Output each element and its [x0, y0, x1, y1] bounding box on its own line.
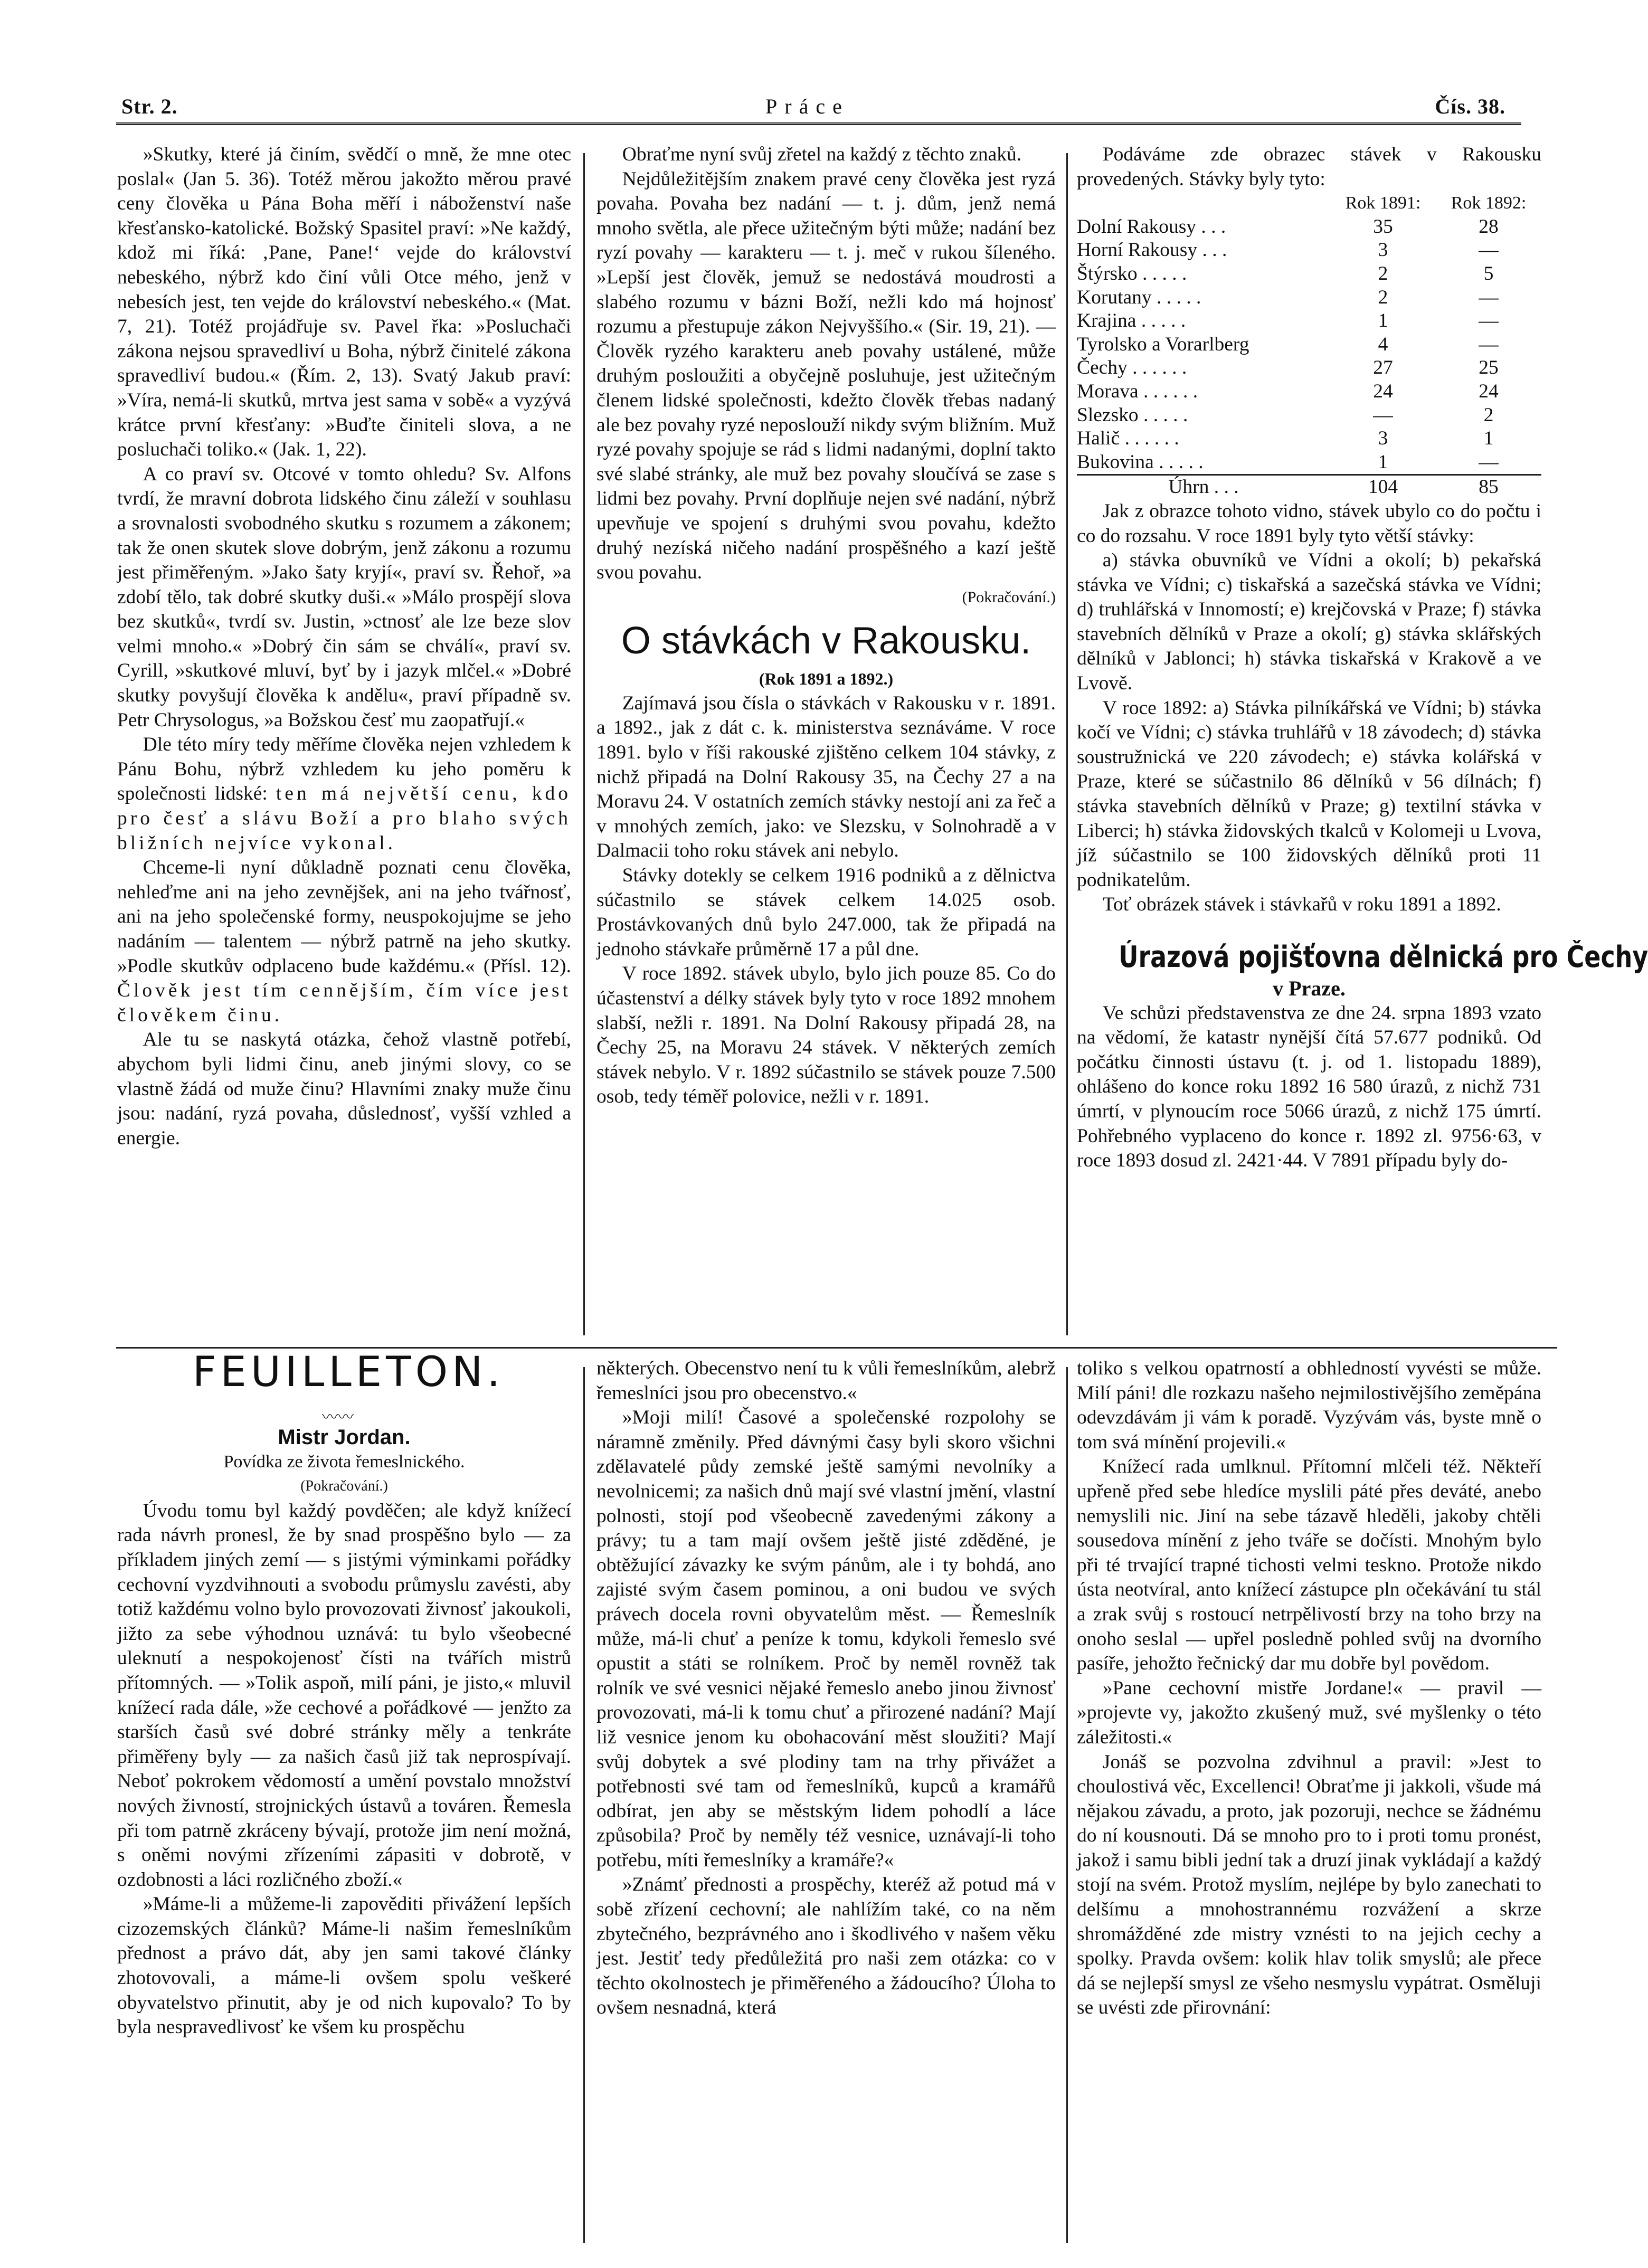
- table-cell: 2: [1378, 262, 1388, 284]
- table-row: [1077, 286, 1541, 310]
- table-cell: 24: [1373, 380, 1393, 402]
- table-cell: 5: [1483, 262, 1494, 284]
- paragraph: Ve schůzi představenstva ze dne 24. srpna 1893 vzato na vědomí, že katastr nynější čítá 57.677 podniků. Od počátku činnosti ústavu (t. j. od 1. listopadu 1889), ohlášeno do konce roku 1892 16 580 úrazů, z nichž 731 úmrtí, v plynoucím roce 5066 úrazů, z nichž 175 úmrtí. Pohřebného vyplaceno do konce r. 1892 zl. 9756·63, v roce 1893 dosud zl. 2421·44. V 7891 případu byly do-: [1077, 1002, 1541, 1172]
- feuilleton-heading: FEUILLETON.: [192, 1349, 505, 1396]
- article-subtitle: (Rok 1891 a 1892.): [759, 669, 894, 689]
- table-cell: Krajina . . . . .: [1077, 310, 1186, 332]
- table-cell: 3: [1378, 239, 1388, 261]
- text: Dle této míry tedy měříme člověka nejen vzhledem k Pánu Bohu, nýbrž vzhledem ku jeho poměru k společnosti lidské:: [117, 734, 571, 805]
- table-cell: 25: [1479, 357, 1499, 379]
- table-header-cell: [1077, 192, 1330, 215]
- table-cell: Horní Rakousy . . .: [1077, 239, 1227, 261]
- table-cell: 85: [1436, 475, 1541, 499]
- continued-note: (Pokračování.): [300, 1478, 388, 1495]
- table-cell: 1: [1378, 310, 1388, 332]
- table-row: [1077, 239, 1541, 262]
- table-cell: 1: [1378, 451, 1388, 473]
- table-cell: 4: [1378, 333, 1388, 355]
- paragraph: »Moji milí! Časové a společenské rozpolohy se náramně změnily. Před dávnými časy byli skoro všichni zdělavatelé půdy zemské ještě samými nevolníky a nevolnicemi; za našich dnů mají své vlastní jmění, vlastní polnosti, stojí pod všeobecně zavedenými zákony a právy; tu a tam mají ovšem ještě jisté zděděné, je obtěžující závazky ke svým pánům, ale i ty bohdá, ano zajisté svým časem pominou, a oni budou ve svých právech docela rovni obyvatelům měst. — Řemeslník může, má-li chuť a peníze k tomu, kdykoli řemeslo své opustit a státi se rolníkem. Proč by neměl rovněž tak rolník ve své vesnici nějaké řemeslo anebo jinou živnosť provozovati, má-li k tomu chuť a přirozené nadání? Mají liž vesnice jenom ku obohacování měst sloužiti? Mají svůj dobytek a své plodiny tam na trhy přivážet a potřebnosti své tam od řemeslníků, kupců a kramářů odbírat, jen aby se městským lidem pohodlí a láce způsobila? Proč by neměly též vesnice, uznávají-li toho potřebu, míti řemeslníky a kramáře?«: [596, 1407, 1056, 1871]
- paragraph: a) stávka obuvníků ve Vídni a okolí; b) pekařská stávka ve Vídni; c) tiskařská a sazečská stávka ve Vídni; d) truhlářská v Innomostí; e) krejčovská v Praze; f) stávka stavebních dělníků v Praze a okolí; g) stávka sklářských dělníků v Jablonci; h) stávka tiskařská v Krakově a ve Lvově.: [1077, 549, 1541, 695]
- table-cell: —: [1479, 286, 1499, 308]
- paragraph: »Skutky, které já činím, svědčí o mně, že mne otec poslal« (Jan 5. 36). Totéž měrou jakožto měrou pravé ceny člověka u Pána Boha měří i náboženství naše křesťansko-katolické. Božský Spasitel praví: »Ne každý, kdož mi říká: ‚Pane, Pane!‘ vejde do království nebeského, nýbrž kdo činí vůli Otce mého, jenž v nebesích jest, ten vejde do království nebeského.« (Mat. 7, 21). Totéž projádřuje sv. Pavel řka: »Posluchači zákona nejsou spravedliví u Boha, nýbrž činitelé zákona spravedliví budou.« (Řím. 2, 13). Svatý Jakub praví: »Víra, nemá-li skutků, mrtva jest sama v sobě« a vyzývá krátce první křesťany: »Buďte činiteli slova, a ne posluchači toliko.« (Jak. 1, 22).: [117, 144, 571, 461]
- article-subtitle: v Praze.: [1273, 976, 1346, 1000]
- story-subtitle: Povídka ze života řemeslnického.: [223, 1451, 465, 1472]
- table-cell: Dolní Rakousy . . .: [1077, 215, 1226, 238]
- strike-table: [1077, 192, 1541, 499]
- column-divider-lower-1: [583, 1367, 585, 2243]
- table-cell: —: [1479, 451, 1499, 473]
- table-row: [1077, 427, 1541, 451]
- table-cell: 1: [1483, 428, 1494, 450]
- table-row: [1077, 333, 1541, 357]
- paragraph: A co praví sv. Otcové v tomto ohledu? Sv. Alfons tvrdí, že mravní dobrota lidského činu záleží v souhlasu a srovnalosti svobodného skutku s rozumem a zákonem; tak že onen skutek slove dobrým, jenž zákonu a rozumu jest přiměřeným. »Jako šaty kryjí«, praví sv. Řehoř, »a zdobí tělo, tak dobré skutky duši.« »Málo prospějí slova bez skutků«, tvrdí sv. Justin, »ctnosť ale lze beze slov velmi mnoho.« »Dobrý čin sám se chválí«, praví sv. Cyrill, »skutkové mluví, byť by i jazyk mlčel.« »Dobré skutky povyšují člověka k andělu«, praví případně sv. Petr Chrysologus, »a Božskou česť mu zaopatřují.«: [117, 463, 571, 731]
- paragraph: Úvodu tomu byl každý povděčen; ale když knížecí rada návrh pronesl, že by snad prospěšno bylo — za příkladem jiných zemí — s jistými výminkami pořádky cechovní vyzdvihnouti a svobodu průmyslu zavésti, aby totiž každému volno bylo provozovati živnosť jakoukoli, jižto za sebe výhodnou uznává: tu bylo všeobecné uleknutí a nespokojenosť čísti na tvářích mistrů přítomných. — »Tolik aspoň, milí páni, je jisto,« mluvil knížecí rada dále, »že cechové a pořádkové — jenžto za starších časů své dobré stránky měly a tenkráte přiměřeny byly — za našich časů již tak neprospívají. Neboť pokrokem vědomostí a umění povstalo množství nových živností, strojnických ústavů a továren. Řemesla při tom patrně zkráceny bývají, protože jim není možná, s oněmi novými zřízeními zápasiti v dobrotě, v ozdobnosti a láci rozličného zboží.«: [117, 1500, 571, 1891]
- paragraph: Jonáš se pozvolna zdvihnul a pravil: »Jest to choulostivá věc, Excellenci! Obraťme ji jakkoli, všude má nějakou závadu, a proto, jak pozoruji, nechce se žádnému do ní kousnouti. Dá se mnoho pro to i proti tomu pronést, jakož i samu bibli jední tak a druzí jinak vykládají a každý stojí na svém. Protož myslím, nejlépe by bylo zanechati to delšímu a mnohostrannému rozvážení a skrze shromážděné zde mistry vznésti to na jejich cechy a spolky. Pravda ovšem: kolik hlav tolik smyslů; ale přece dá se nejlepší smysl ze všeho nesmyslu vypátrat. Osměluji se uvésti zde přirovnání:: [1077, 1751, 1541, 2019]
- table-cell: Halič . . . . . .: [1077, 428, 1179, 450]
- table-row: [1077, 404, 1541, 428]
- text: Chceme-li nyní důkladně poznati cenu člověka, nehleďme ani na jeho zevnějšek, ani na jeho tvářnosť, ani na jeho společenské formy, neuspokojujme se jeho nadáním — talentem — nýbrž patrně na jeho skutky. »Podle skutkův odplaceno bude každému.« (Přísl. 12).: [117, 857, 571, 977]
- continued-note: (Pokračování.): [962, 588, 1056, 606]
- ornament-icon: 〰〰: [322, 1409, 354, 1426]
- table-cell: 104: [1330, 475, 1436, 499]
- column-divider-upper-1: [583, 153, 585, 1335]
- table-cell: Slezsko . . . . .: [1077, 404, 1188, 426]
- table-cell: 28: [1479, 215, 1499, 238]
- paragraph: Zajímavá jsou čísla o stávkách v Rakousku v r. 1891. a 1892., jak z dát c. k. ministerstva seznáváme. V roce 1891. bylo v říši rakouské zjištěno celkem 104 stávky, z nichž připadá na Dolní Rakousy 35, na Čechy 27 a na Moravu 24. V ostatních zemích stávky nestojí ani za řeč a v mnohých zemích, jako: ve Slezsku, v Solnohradě a v Dalmacii toho roku stávek ani nebylo.: [596, 692, 1056, 862]
- table-cell: 2: [1378, 286, 1388, 308]
- table-total-row: [1077, 475, 1541, 499]
- table-cell: 27: [1373, 357, 1393, 379]
- table-cell: —: [1479, 239, 1499, 261]
- table-cell: Čechy . . . . . .: [1077, 357, 1187, 379]
- table-row: [1077, 380, 1541, 404]
- table-row: [1077, 262, 1541, 286]
- paragraph: [117, 856, 571, 1028]
- column-1: [117, 143, 571, 1341]
- column-2: [596, 143, 1056, 1341]
- paragraph: Stávky dotekly se celkem 1916 podniků a z dělnictva súčastnilo se stávek celkem 14.025 osob. Prostávkovaných dnů bylo 247.000, tak že připadá na jednoho stávkaře průměrně 17 a půl dne.: [596, 865, 1056, 960]
- paragraph: Podáváme zde obrazec stávek v Rakousku provedených. Stávky byly tyto:: [1077, 144, 1541, 190]
- table-cell: Bukovina . . . . .: [1077, 451, 1204, 473]
- table-cell: 24: [1479, 380, 1499, 402]
- article-title: O stávkách v Rakousku.: [621, 620, 1031, 662]
- header-rule: [116, 122, 1521, 125]
- article-title: Úrazová pojišťovna dělnická pro Čechy: [1119, 940, 1648, 974]
- paragraph: Obraťme nyní svůj zřetel na každý z těchto znaků.: [622, 144, 1022, 165]
- paragraph: Jak z obrazce tohoto vidno, stávek ubylo co do počtu i co do rozsahu. V roce 1891 byly tyto větší stávky:: [1077, 500, 1541, 547]
- column-divider-upper-2: [1066, 153, 1068, 1335]
- table-header: [1077, 192, 1541, 215]
- issue-number: Čís. 38.: [1435, 94, 1505, 118]
- paragraph: některých. Obecenstvo není tu k vůli řemeslníkům, alebrž řemeslníci jsou pro obecenstvo.«: [596, 1358, 1056, 1404]
- table-cell: 35: [1373, 215, 1393, 238]
- paragraph: toliko s velkou opatrností a obhledností vyvésti se může. Milí páni! dle rozkazu našeho nejmilostivějšího zeměpána odevzdávám ji vám k poradě. Vyzývám vás, byste mně o tom svá mínění projevili.«: [1077, 1358, 1541, 1453]
- table-cell: Úhrn . . .: [1077, 475, 1330, 499]
- table-cell: Korutany . . . . .: [1077, 286, 1201, 308]
- column-3: [1077, 143, 1648, 1341]
- table-cell: 2: [1483, 404, 1494, 426]
- paragraph: Ale tu se naskytá otázka, čehož vlastně potřebí, abychom byli lidmi činu, aneb jinými slovy, co se vlastně žádá od muže činu? Hlavními znaky muže činu jsou: nadání, ryzá povaha, důslednosť, vyšší vzhled a energie.: [117, 1029, 571, 1149]
- paragraph: »Máme-li a můžeme-li zapověditi přivážení lepších cizozemských článků? Máme-li našim řemeslníkům přednost a právo dát, aby jen sami takové články zhotovovali, a máme-li ovšem spolu veškeré obyvatelstvo přinutit, aby je od nich kupovalo? To by byla nespravedlivosť ke všem ku prospěchu: [117, 1893, 571, 2038]
- paragraph: V roce 1892. stávek ubylo, bylo jich pouze 85. Co do účastenství a délky stávek byly tyto v roce 1892 mnohem slabší, nežli r. 1891. Na Dolní Rakousy připadá 28, na Čechy 25, na Moravu 24 stávek. V některých zemích stávek nebylo. V r. 1892 súčastnilo se stávek pouze 7.500 osob, tedy téměř polovice, nežli v r. 1891.: [596, 963, 1056, 1108]
- emphasis: Člověk jest tím cennějším, čím více jest člověkem činu.: [117, 980, 571, 1026]
- feuilleton-column-3: [1077, 1356, 1541, 2248]
- paragraph: »Pane cechovní mistře Jordane!« — pravil — »projevte vy, jakožto zkušený muž, své myšlenky o této záležitosti.«: [1077, 1677, 1541, 1748]
- emphasis: ten má největší cenu, kdo pro česť a slávu Boží a pro blaho svých bližních nejvíce vykonal.: [117, 783, 571, 854]
- paragraph: Toť obrázek stávek i stávkařů v roku 1891 a 1892.: [1102, 894, 1501, 916]
- table-cell: —: [1479, 310, 1499, 332]
- page-number: Str. 2.: [121, 94, 178, 118]
- table-cell: Morava . . . . . .: [1077, 380, 1198, 402]
- table-row: [1077, 451, 1541, 475]
- paragraph: Nejdůležitějším znakem pravé ceny člověka jest ryzá povaha. Povaha bez nadání — t. j. dům, jenž nemá mnoho světla, ale přece užitečným býti může; nadání bez ryzí povahy — karakteru — t. j. meč v rukou šíleného. »Lepší jest člověk, jemuž se nedostává moudrosti a slabého rozumu v bázni Boží, nežli kdo má hojnosť rozumu a přestupuje zákon Nejvyššího.« (Sir. 19, 21). — Člověk ryzého karakteru aneb povahy ustálené, může druhým posloužiti a obyčejně posluhuje, jest užitečným členem lidské společnosti, kdežto člověk třebas nadaný ale bez povahy ryzé neposlouží nikdy svým bližním. Muž ryzé povahy spojuje se rád s lidmi nadanými, doplní takto své slabé stránky, ale muž bez povahy sloučívá se zase s lidmi bez povahy. První doplňuje nejen své nadání, nýbrž upevňuje ve spojení s druhými svou povahu, kdežto druhý nezíská ničeho nadání prospěšného a kazí ještě svou povahu.: [596, 168, 1056, 584]
- table-header-cell: Rok 1891:: [1345, 193, 1421, 213]
- column-divider-lower-2: [1066, 1367, 1068, 2243]
- table-row: [1077, 356, 1541, 380]
- table-cell: —: [1373, 404, 1393, 426]
- newspaper-title: Práce: [765, 94, 849, 118]
- table-cell: 3: [1378, 428, 1388, 450]
- table-cell: Štýrsko . . . . .: [1077, 262, 1187, 284]
- story-title: Mistr Jordan.: [278, 1426, 411, 1449]
- table-header-cell: Rok 1892:: [1451, 193, 1527, 213]
- table-row: [1077, 309, 1541, 333]
- table-cell: —: [1479, 333, 1499, 355]
- feuilleton-column-1: [117, 1425, 571, 2248]
- paragraph: »Známť přednosti a prospěchy, kteréž až potud má v sobě zřízení cechovní; ale nahlížím také, co na něm zbytečného, bezprávného ano i škodlivého v našem věku jest. Jestiť tedy předůležitá pro naši zem otázka: co v těchto okolnostech je přiměřeného a žádoucího? Úloha to ovšem nesnadná, která: [596, 1874, 1056, 2019]
- feuilleton-column-2: [596, 1356, 1056, 2248]
- paragraph: [117, 733, 571, 856]
- paragraph: Knížecí rada umlknul. Přítomní mlčeli též. Někteří upřeně před sebe hledíce myslili páté přes deváté, anebo nemyslili nic. Jiní na sebe tázavě hleděli, jakoby chtěli sousedova mínění z jeho tváře se dočísti. Mnohým bylo při té trvající trapné tichosti velmi teskno. Protože nikdo ústa neotvíral, anto knížecí zástupce pln očekávání tu stál a zrak svůj s rostoucí netrpělivostí brzy na toho brzy na onoho seslal — upřel posledně pohled svůj na dvorního pasíře, jehožto řečnický dar mu dobře byl povědom.: [1077, 1456, 1541, 1675]
- table-row: [1077, 215, 1541, 239]
- paragraph: V roce 1892: a) Stávka pilníkářská ve Vídni; b) stávka kočí ve Vídni; c) stávka truhlářů v 18 závodech; d) stávka soustružnická ve 220 závodech; e) stávka kolářská v Praze, které se súčastnilo 86 dělníků v 56 dílnách; f) stávka stavebních dělníků v Praze; g) textilní stávka v Liberci; h) stávka židovských tkalců v Kolomeji u Lvova, jíž súčastnilo se 100 židovských dělníků proti 11 podnikatelům.: [1077, 697, 1541, 891]
- table-cell: Tyrolsko a Vorarlberg: [1077, 333, 1249, 355]
